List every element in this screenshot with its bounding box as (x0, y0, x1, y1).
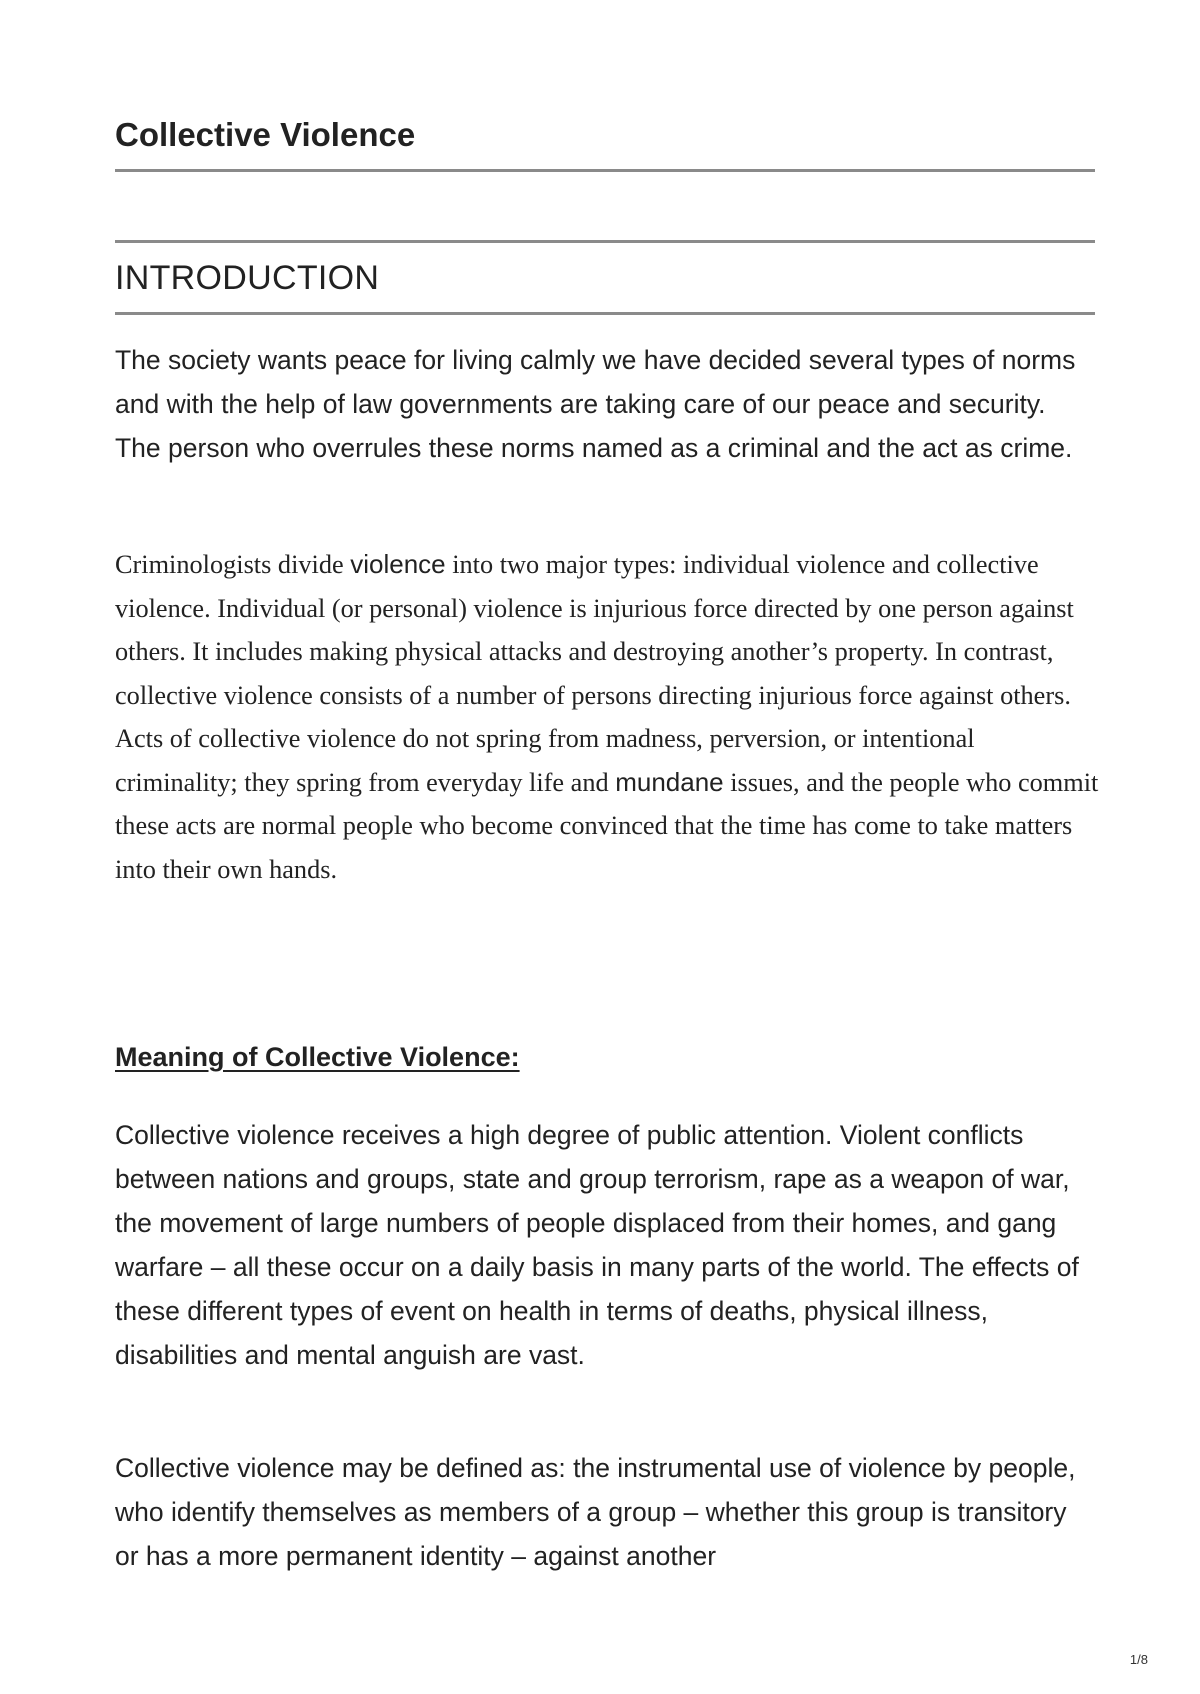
section-top-divider (115, 240, 1095, 243)
document-title: Collective Violence (115, 116, 416, 153)
meaning-heading: Meaning of Collective Violence: (115, 1042, 520, 1072)
paragraph-text: Criminologists divide (115, 550, 351, 579)
meaning-paragraph: Collective violence receives a high degree of public attention. Violent conflicts between nations and groups, state and group terrorism, rape as a weapon of war, the movement of large numbers of people displaced from their homes, and gang warfare – all these occur on a daily basis in many parts of the world. The effects of these different types of event on health in terms of deaths, physical illness, disabilities and mental anguish are vast. (115, 1120, 1079, 1370)
paragraph-text: issues, and the people who commit these acts are normal people who become convinced that the time has come to take matters into their own hands. (115, 767, 1099, 884)
title-divider (115, 169, 1095, 172)
definition-paragraph: Collective violence may be defined as: the instrumental use of violence by people, who identify themselves as members of a group – whether this group is transitory or has a more permanent identity – against another (115, 1453, 1076, 1571)
introduction-paragraph: The society wants peace for living calmly we have decided several types of norms and with the help of law governments are taking care of our peace and security. The person who overrules these norms named as a criminal and the act as crime. (115, 345, 1076, 463)
page-number: 1/8 (1129, 1652, 1148, 1667)
introduction-heading: INTRODUCTION (115, 259, 380, 297)
section-bottom-divider (115, 312, 1095, 315)
mundane-term: mundane (615, 766, 724, 797)
paragraph-text: into two major types: individual violence and collective violence. Individual (or personal) violence is injurious force directed by one person against others. It includes making physical attacks and destroying another’s property. In contrast, collective violence consists of a number of persons directing injurious force against others. Acts of collective violence do not spring from madness, perversion, or intentional criminality; they spring from everyday life and (115, 550, 1074, 797)
criminologists-paragraph (115, 543, 1100, 891)
violence-term: violence (350, 549, 446, 579)
